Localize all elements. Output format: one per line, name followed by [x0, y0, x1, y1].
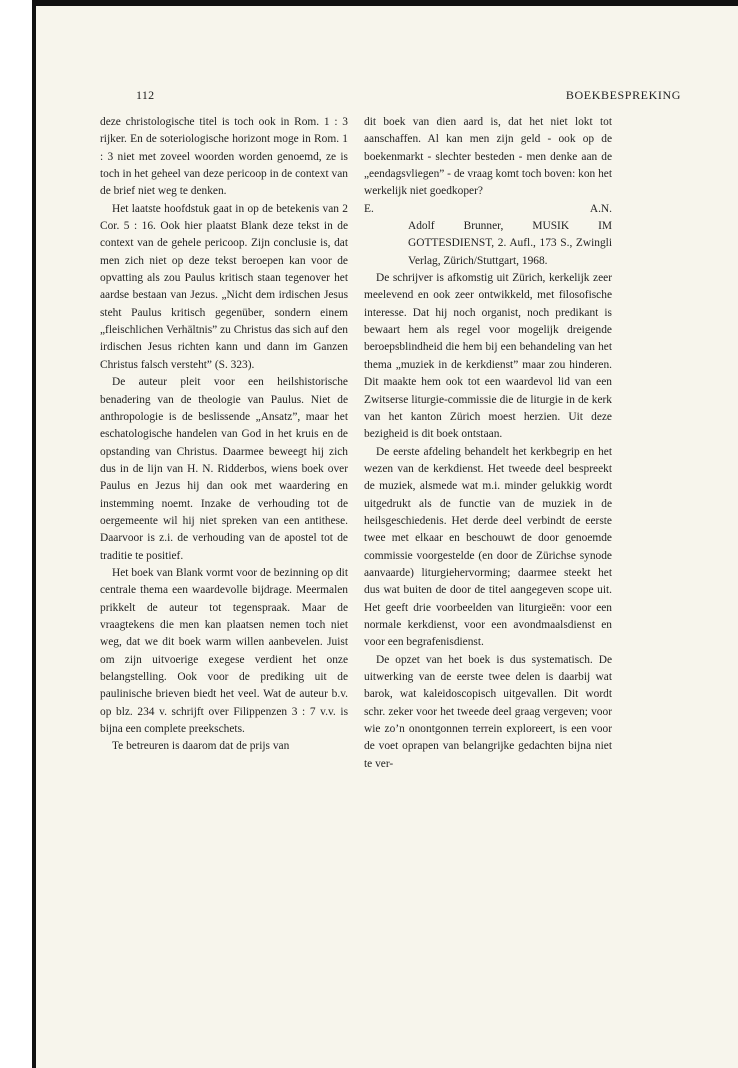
- signature-initials: A.N.: [589, 202, 612, 215]
- paragraph: deze christologische titel is toch ook in Rom. 1 : 3 rijker. En de soteriologische horizont moge in Rom. 1 : 3 niet met zoveel woorden worden genoemd, ze is toch in het geheel van deze pericoop in de context van de brief niet weg te denken.: [100, 116, 348, 198]
- paragraph: Het laatste hoofdstuk gaat in op de betekenis van 2 Cor. 5 : 16. Ook hier plaatst Blank deze tekst in de context van de gehele pericoop. Zijn conclusie is, dat men zich niet op deze tekst beroepen kan voor de opvatting als zou Paulus kritisch staan tegenover het aardse bestaan van Jezus. „Nicht dem irdischen Jesus steht Paulus kritisch gegenüber, sondern einem „fleischlichen Verhältnis” zu Christus das sich auf den irdischen Jesus richten kann und dann im Ganzen Christus falsch versteht” (S. 323).: [100, 202, 348, 371]
- book-citation: Adolf Brunner, MUSIK IM GOTTESDIENST, 2. Aufl., 173 S., Zwingli Verlag, Zürich/Stuttgart, 1968.: [408, 220, 612, 267]
- reviewer-signature: [364, 201, 612, 218]
- running-title: BOEKBESPREKING: [565, 88, 681, 102]
- paragraph: Te betreuren is daarom dat de prijs van: [112, 740, 290, 753]
- paragraph: De auteur pleit voor een heilshistorische benadering van de theologie van Paulus. Niet de anthropologie is de beslissende „Ansatz”, maar het eschatologische handelen van God in het kruis en de opstanding van Christus. Daarmee beweegt hij zich dus in de lijn van H. N. Ridderbos, wiens boek over Paulus en Jezus hij dan ook met waardering en instemming noemt. Inzake de verhouding tot de oergemeente wil hij niet spreken van een antithese. Daarvoor is z.i. de verhouding van de apostel tot de traditie te positief.: [100, 376, 348, 562]
- paragraph: De schrijver is afkomstig uit Zürich, kerkelijk zeer meelevend en ook zeer ontwikkeld, met filosofische interesse. Dat hij noch organist, noch predikant is bewaart hem als regel voor mogelijk dreigende beroepsblindheid die hem bij een behandeling van het thema „muziek in de kerkdienst” maar zou hinderen. Dit maakte hem ook tot een waardevol lid van een Zwitserse liturgie-commissie die de liturgie in de kerk van het kanton Zürich moest herzien. Uit deze bezigheid is dit boek ontstaan.: [364, 272, 612, 441]
- paragraph: Het boek van Blank vormt voor de bezinning op dit centrale thema een waardevolle bijdrage. Meermalen prikkelt de auteur tot tegenspraak. Maar de vraagtekens die men kan plaatsen nemen toch niet weg, dat we dit boek warm willen aanbevelen. Juist om zijn uitvoerige exegese verdient het onze belangstelling. Ook voor de prediking uit de paulinische brieven biedt het veel. Wat de auteur b.v. op blz. 234 v. schrijft over Filippenzen 3 : 7 v.v. is bijna een complete preekschets.: [100, 566, 348, 736]
- running-header: [136, 88, 681, 104]
- page-number: 112: [136, 88, 155, 102]
- paragraph: dit boek van dien aard is, dat het niet lokt tot aanschaffen. Al kan men zijn geld - ook op de boekenmarkt - slechter besteden - men denke aan de „eendagsvliegen” - de vraag komt toch boven: kon het werkelijk niet goedkoper?: [364, 116, 612, 198]
- paragraph: De eerste afdeling behandelt het kerkbegrip en het wezen van de kerkdienst. Het tweede deel bespreekt de muziek, alsmede wat m.i. minder gelukkig wordt uitgedrukt als de functie van de muziek in de heilsgeschiedenis. Het derde deel verbindt de eerste twee met elkaar en beschouwt de door genoemde commissie voorgestelde (en door de Zürichse synode aanvaarde) liturgiehervorming; daarmee steekt het dus wat buiten de door de titel aangegeven scope uit. Het geeft drie voorbeelden van liturgieën: voor een normale kerkdienst, voor een avondmaalsdienst en voor een begrafenisdienst.: [364, 445, 612, 649]
- signature-place: E.: [364, 202, 374, 215]
- right-column: [364, 114, 612, 773]
- left-column: [100, 114, 348, 756]
- paragraph: De opzet van het boek is dus systematisch. De uitwerking van de eerste twee delen is daarbij wat barok, wat kaleidoscopisch uitgevallen. Dit wordt schr. zeker voor het tweede deel graag vergeven; voor wie zo’n onontgonnen terrein exploreert, is een voor de voet oprapen van belangrijke gedachten bijna niet te ver-: [364, 653, 612, 770]
